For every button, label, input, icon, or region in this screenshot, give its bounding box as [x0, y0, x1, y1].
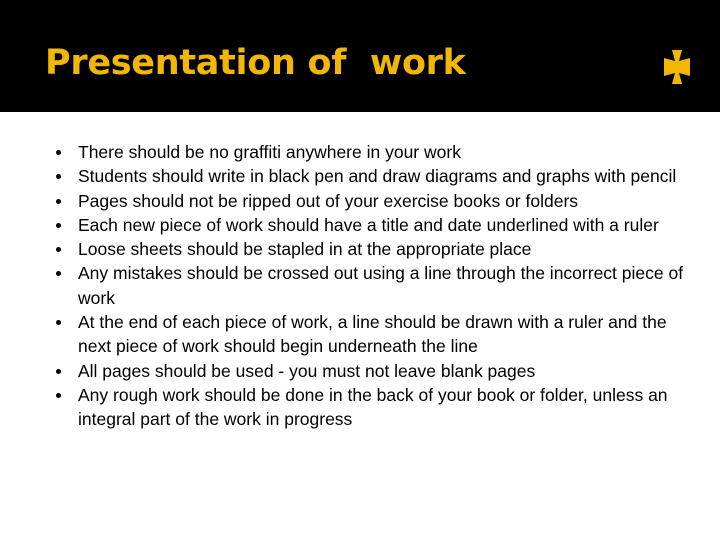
bullet-item	[55, 383, 695, 432]
bullet-text: At the end of each piece of work, a line should be drawn with a ruler and the next piece of work should begin underneath the line	[78, 312, 667, 357]
bullet-dot-icon	[56, 369, 61, 374]
bullet-dot-icon	[56, 223, 61, 228]
bullet-text: All pages should be used - you must not leave blank pages	[78, 360, 536, 381]
cross-icon	[660, 50, 694, 84]
bullet-dot-icon	[56, 247, 61, 252]
bullet-text: Any mistakes should be crossed out using a line through the incorrect piece of work	[78, 263, 684, 308]
bullet-list	[55, 140, 695, 432]
bullet-item	[55, 310, 695, 359]
bullet-text: Any rough work should be done in the back of your book or folder, unless an integral part of the work in progress	[78, 384, 668, 430]
bullet-item	[55, 359, 695, 383]
bullet-text: Pages should not be ripped out of your exercise books or folders	[78, 190, 579, 211]
slide-header	[0, 0, 720, 112]
bullet-item	[55, 237, 695, 261]
bullet-item	[55, 261, 695, 310]
slide-title: Presentation of work	[45, 43, 466, 83]
bullet-dot-icon	[56, 320, 61, 325]
bullet-text: Students should write in black pen and draw diagrams and graphs with pencil	[78, 166, 677, 187]
bullet-text: Each new piece of work should have a title and date underlined with a ruler	[78, 214, 659, 235]
bullet-dot-icon	[56, 199, 61, 204]
bullet-dot-icon	[56, 150, 61, 155]
bullet-dot-icon	[56, 174, 61, 179]
bullet-item	[55, 213, 695, 237]
bullet-text: Loose sheets should be stapled in at the appropriate place	[78, 239, 532, 260]
bullet-dot-icon	[56, 393, 61, 398]
bullet-dot-icon	[56, 271, 61, 276]
cross-icon-shape	[664, 50, 690, 84]
bullet-item	[55, 140, 695, 164]
bullet-text: There should be no graffiti anywhere in your work	[78, 142, 461, 162]
bullet-item	[55, 189, 695, 213]
bullet-item	[55, 164, 695, 188]
